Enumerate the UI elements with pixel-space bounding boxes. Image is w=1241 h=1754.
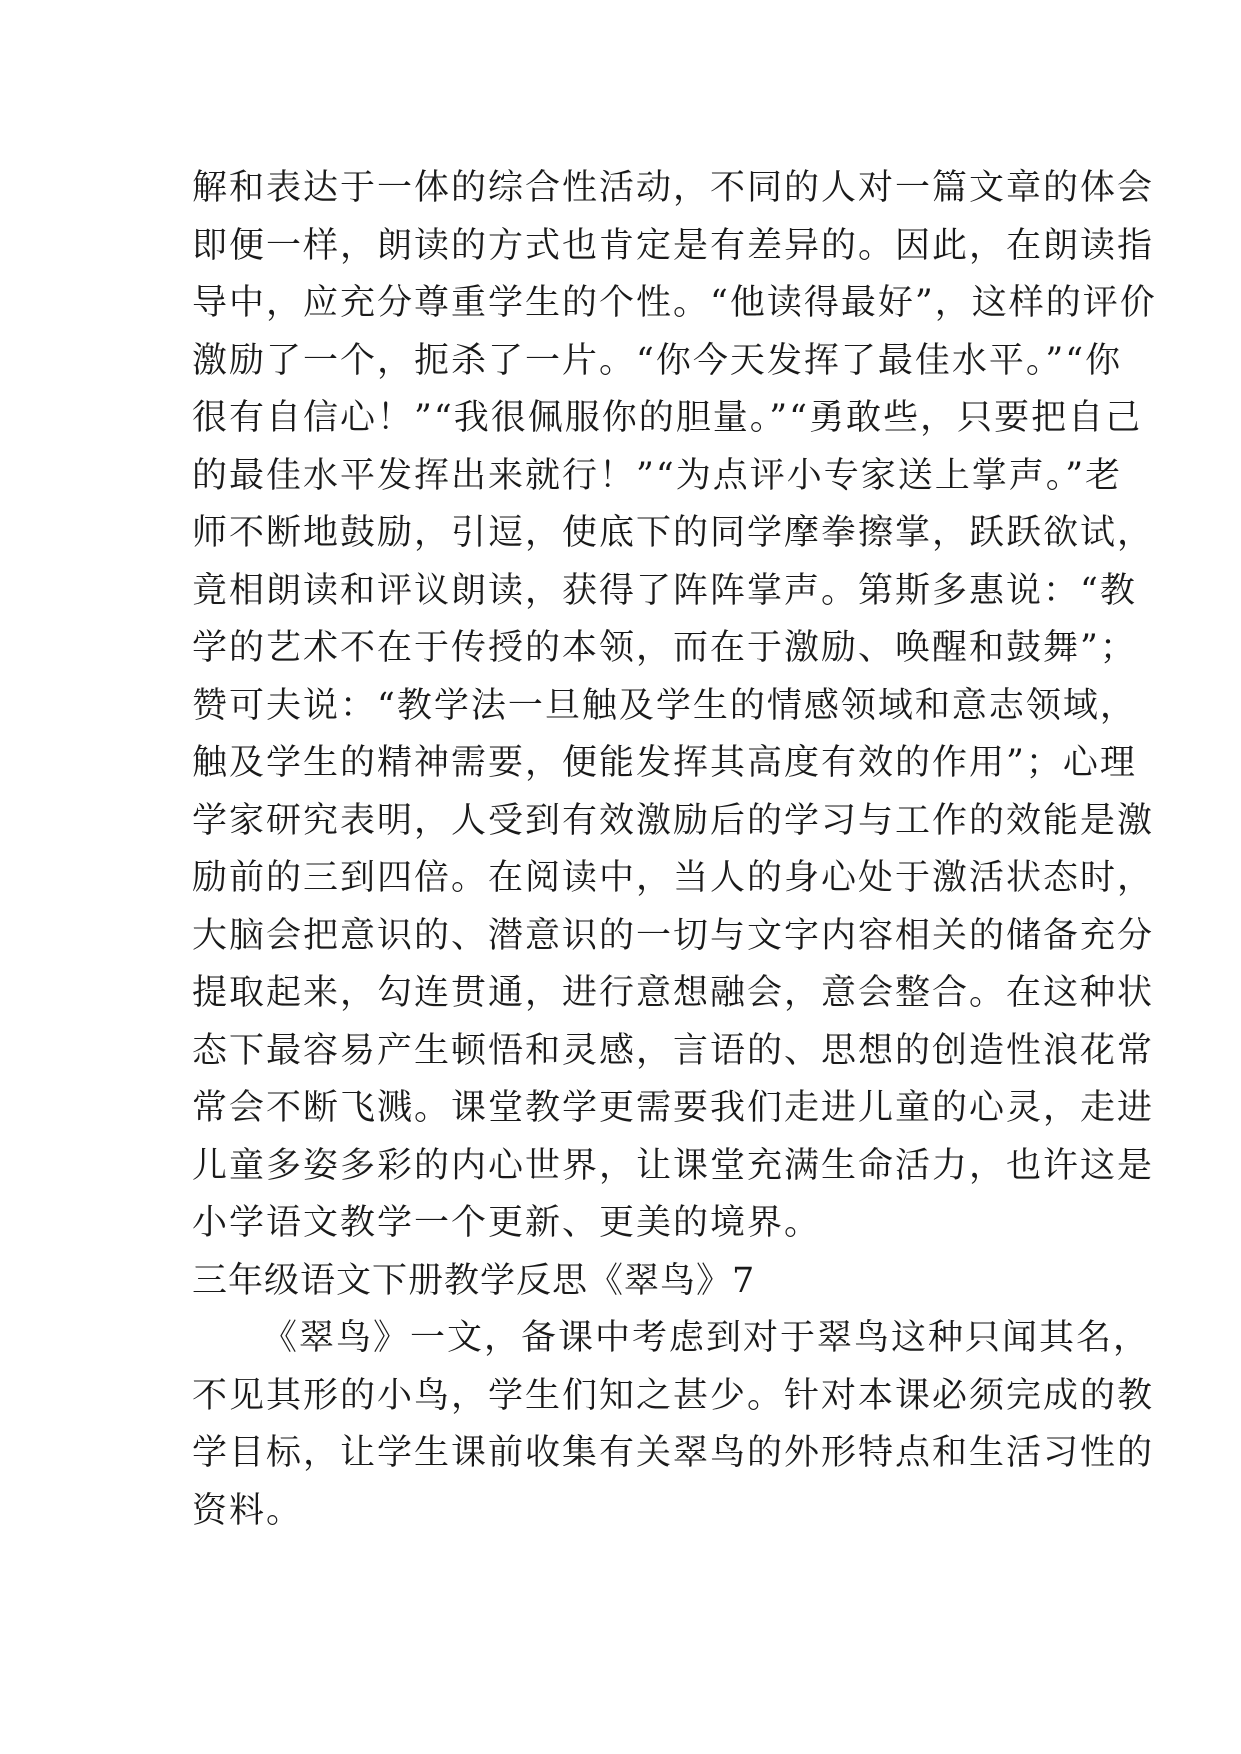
text-line: 提取起来，勾连贯通，进行意想融会，意会整合。在这种状 xyxy=(192,973,1155,1013)
document-body xyxy=(192,160,1157,1540)
paragraph-continued xyxy=(192,160,1157,1253)
text-line: 儿童多姿多彩的内心世界，让课堂充满生命活力，也许这是 xyxy=(192,1145,1155,1186)
text-line: 小学语文教学一个更新、更美的境界。 xyxy=(192,1203,822,1243)
text-line: 师不断地鼓励，引逗，使底下的同学摩拳擦掌，跃跃欲试， xyxy=(192,513,1155,553)
text-line: 不见其形的小鸟，学生们知之甚少。针对本课必须完成的教 xyxy=(192,1375,1155,1416)
paragraph-new xyxy=(192,1310,1155,1540)
text-line: 学的艺术不在于传授的本领，而在于激励、唤醒和鼓舞”； xyxy=(192,628,1137,668)
text-line: 大脑会把意识的、潜意识的一切与文字内容相关的储备充分 xyxy=(192,915,1155,956)
text-line: 竟相朗读和评议朗读，获得了阵阵掌声。第斯多惠说：“教 xyxy=(192,570,1137,611)
text-line: 资料。 xyxy=(192,1490,304,1531)
text-line: 学家研究表明，人受到有效激励后的学习与工作的效能是激 xyxy=(192,800,1155,841)
text-line: 即便一样，朗读的方式也肯定是有差异的。因此，在朗读指 xyxy=(192,225,1155,266)
text-line: 赞可夫说：“教学法一旦触及学生的情感领域和意志领域， xyxy=(192,685,1137,726)
text-line: 励前的三到四倍。在阅读中，当人的身心处于激活状态时， xyxy=(192,858,1155,898)
text-line: 很有自信心！”“我很佩服你的胆量。”“勇敢些，只要把自己 xyxy=(192,398,1143,438)
text-line: 常会不断飞溅。课堂教学更需要我们走进儿童的心灵，走进 xyxy=(192,1088,1155,1128)
text-line: 解和表达于一体的综合性活动，不同的人对一篇文章的体会 xyxy=(192,168,1155,208)
text-line: 激励了一个，扼杀了一片。“你今天发挥了最佳水平。”“你 xyxy=(192,340,1123,381)
text-line: 触及学生的精神需要，便能发挥其高度有效的作用”；心理 xyxy=(192,743,1137,783)
text-line: 《翠鸟》一文，备课中考虑到对于翠鸟这种只闻其名， xyxy=(262,1318,1151,1358)
section-heading: 三年级语文下册教学反思《翠鸟》7 xyxy=(192,1260,756,1301)
text-line: 学目标，让学生课前收集有关翠鸟的外形特点和生活习性的 xyxy=(192,1433,1155,1473)
text-line: 态下最容易产生顿悟和灵感，言语的、思想的创造性浪花常 xyxy=(192,1030,1155,1071)
text-line: 的最佳水平发挥出来就行！”“为点评小专家送上掌声。”老 xyxy=(192,455,1123,496)
text-line: 导中，应充分尊重学生的个性。“他读得最好”，这样的评价 xyxy=(192,283,1157,323)
